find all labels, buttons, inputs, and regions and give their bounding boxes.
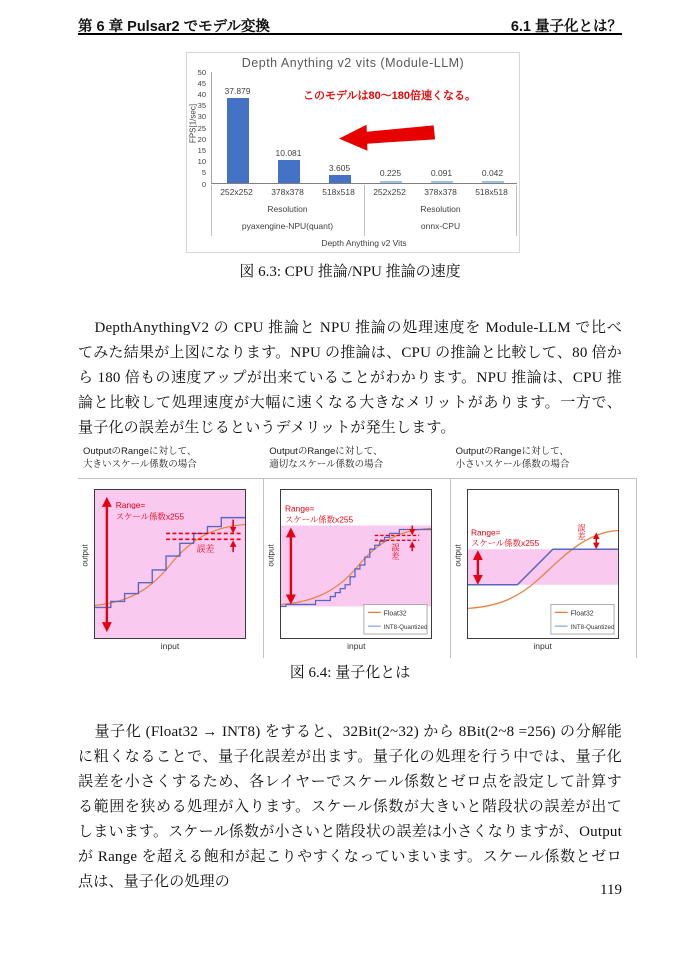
- y-tick-label: 25: [197, 123, 206, 133]
- bar-value-label: 10.081: [275, 148, 302, 159]
- bar-378x378: [278, 160, 300, 183]
- bar-378x378: [431, 181, 453, 183]
- legend: [364, 604, 428, 634]
- bar-252x252: [380, 181, 402, 183]
- range-area: [281, 526, 431, 607]
- axis-title-row: [211, 236, 517, 253]
- figure-6-4-headers: [78, 444, 637, 478]
- category-label: 518x518: [322, 187, 355, 197]
- float32-legend-label: Float32: [570, 610, 594, 618]
- axis-separator-right: [516, 185, 517, 236]
- svg-text:Range=: Range=: [470, 527, 501, 538]
- category-label: 252x252: [373, 187, 406, 197]
- category-label: Resolution: [267, 204, 308, 214]
- figure-6-4-panels: [78, 478, 637, 658]
- chart-x-axis-title: Depth Anything v2 Vits: [321, 238, 407, 248]
- panel-1-plot: [94, 489, 246, 639]
- error-label: 誤差: [576, 523, 587, 541]
- y-tick-label: 20: [197, 134, 206, 144]
- speed-bar-chart: [186, 52, 520, 253]
- panel-small-scale: [451, 479, 637, 658]
- bar-252x252: [227, 98, 249, 183]
- figure-6-3-caption: 図 6.3: CPU 推論/NPU 推論の速度: [239, 264, 461, 280]
- panel-2-xlabel: input: [347, 641, 366, 651]
- panel-2-header: OutputのRangeに対して、 適切なスケール係数の場合: [269, 446, 384, 470]
- page-number: 119: [600, 882, 622, 898]
- panel-3-header: OutputのRangeに対して、 小さいスケール係数の場合: [455, 446, 570, 470]
- chapter-title: 第 6 章 Pulsar2 でモデル変換: [78, 19, 270, 35]
- category-label: 518x518: [475, 187, 508, 197]
- error-label: 誤差: [390, 543, 401, 561]
- y-tick-label: 40: [197, 89, 206, 99]
- y-tick-label: 50: [197, 67, 206, 77]
- panel-3-plot: [467, 489, 619, 639]
- svg-text:スケール係数x255: スケール係数x255: [115, 511, 184, 522]
- panel-1-ylabel: output: [80, 544, 90, 567]
- panel-2-plot: [280, 489, 432, 639]
- chart-y-ticks: [187, 67, 208, 189]
- chart-annotation: このモデルは80〜180倍速くなる。: [303, 90, 477, 102]
- chart-category-axis: [211, 185, 517, 253]
- panel-2-ylabel: output: [266, 544, 276, 567]
- chart-y-axis-label: FPS[1/sec]: [188, 103, 198, 144]
- panel-1-header: OutputのRangeに対して、 大きいスケール係数の場合: [83, 446, 197, 470]
- panel-large-scale: [78, 479, 264, 658]
- bar-518x518: [329, 175, 351, 183]
- bar-value-label: 37.879: [224, 86, 251, 97]
- y-tick-label: 0: [201, 179, 206, 189]
- int8-legend-label: INT8-Quantized: [570, 624, 615, 632]
- float32-legend-label: Float32: [383, 610, 407, 618]
- panel-3-ylabel: output: [453, 544, 463, 567]
- panel-1-xlabel: input: [160, 641, 180, 651]
- svg-text:スケール係数x255: スケール係数x255: [285, 514, 354, 525]
- category-label: 378x378: [424, 187, 457, 197]
- bar-value-label: 0.042: [481, 168, 504, 178]
- axis-separator-middle: [364, 185, 365, 236]
- paragraph-2: 量子化 (Float32 → INT8) をすると、32Bit(2~32) から 8Bit(2~8 =256) の分解能に粗くなることで、量子化誤差が出ます。量子化の処理を行う中では、量子化誤差を小さくするため、各レイヤーでスケール係数とゼロ点を設定して計算する範囲を狭める処理が入ります。スケール係数が大きいと階段状の誤差が出てしまいます。スケール係数が小さいと階段状の誤差は小さくなりますが、Output が Range を超える飽和が起こりやすくなっていまいます。スケール係数とゼロ点は、量子化の処理の: [78, 724, 622, 890]
- bar-518x518: [482, 181, 504, 183]
- quantization-figure: [78, 444, 637, 658]
- svg-text:スケール係数x255: スケール係数x255: [470, 538, 539, 549]
- error-label: 誤差: [196, 544, 215, 555]
- bar-value-label: 0.225: [379, 168, 402, 178]
- bar-value-label: 3.605: [328, 162, 351, 173]
- int8-legend-label: INT8-Quantized: [383, 624, 428, 632]
- y-tick-label: 35: [197, 101, 206, 111]
- axis-separator-left: [211, 185, 212, 236]
- y-tick-label: 15: [197, 145, 206, 155]
- paragraph-1: DepthAnythingV2 の CPU 推論と NPU 推論の処理速度を Module-LLM で比べてみた結果が上図になります。NPU の推論は、CPU の推論と比較して、80 倍から 180 倍もの速度アップが出来ていることがわかります。NPU 推論は、CPU 推論と比較して処理速度が大幅に速くなる大きなメリットがあります。一方で、量子化の誤差が生じるというデメリットが発生します。: [78, 320, 622, 436]
- category-label: 378x378: [271, 187, 304, 197]
- legend: [550, 604, 614, 634]
- category-label: onnx-CPU: [420, 221, 461, 231]
- svg-text:Range=: Range=: [115, 499, 146, 510]
- chart-title: Depth Anything v2 vits (Module-LLM): [241, 56, 465, 70]
- y-tick-label: 30: [197, 112, 206, 122]
- svg-text:Range=: Range=: [285, 503, 315, 514]
- category-label: pyaxengine-NPU(quant): [241, 221, 334, 231]
- page-header: [78, 15, 622, 35]
- panel-appropriate-scale: [264, 479, 450, 658]
- bar-value-label: 0.091: [430, 168, 453, 178]
- range-area: [468, 549, 618, 585]
- y-tick-label: 5: [201, 168, 206, 178]
- figure-6-4-caption: 図 6.4: 量子化とは: [289, 665, 411, 681]
- section-title: 6.1 量子化とは？: [510, 19, 622, 35]
- category-label: Resolution: [420, 204, 461, 214]
- red-arrow-icon: [337, 121, 437, 155]
- category-label: 252x252: [220, 187, 253, 197]
- y-tick-label: 10: [197, 157, 206, 167]
- y-tick-label: 45: [197, 78, 206, 88]
- panel-3-xlabel: input: [533, 641, 552, 651]
